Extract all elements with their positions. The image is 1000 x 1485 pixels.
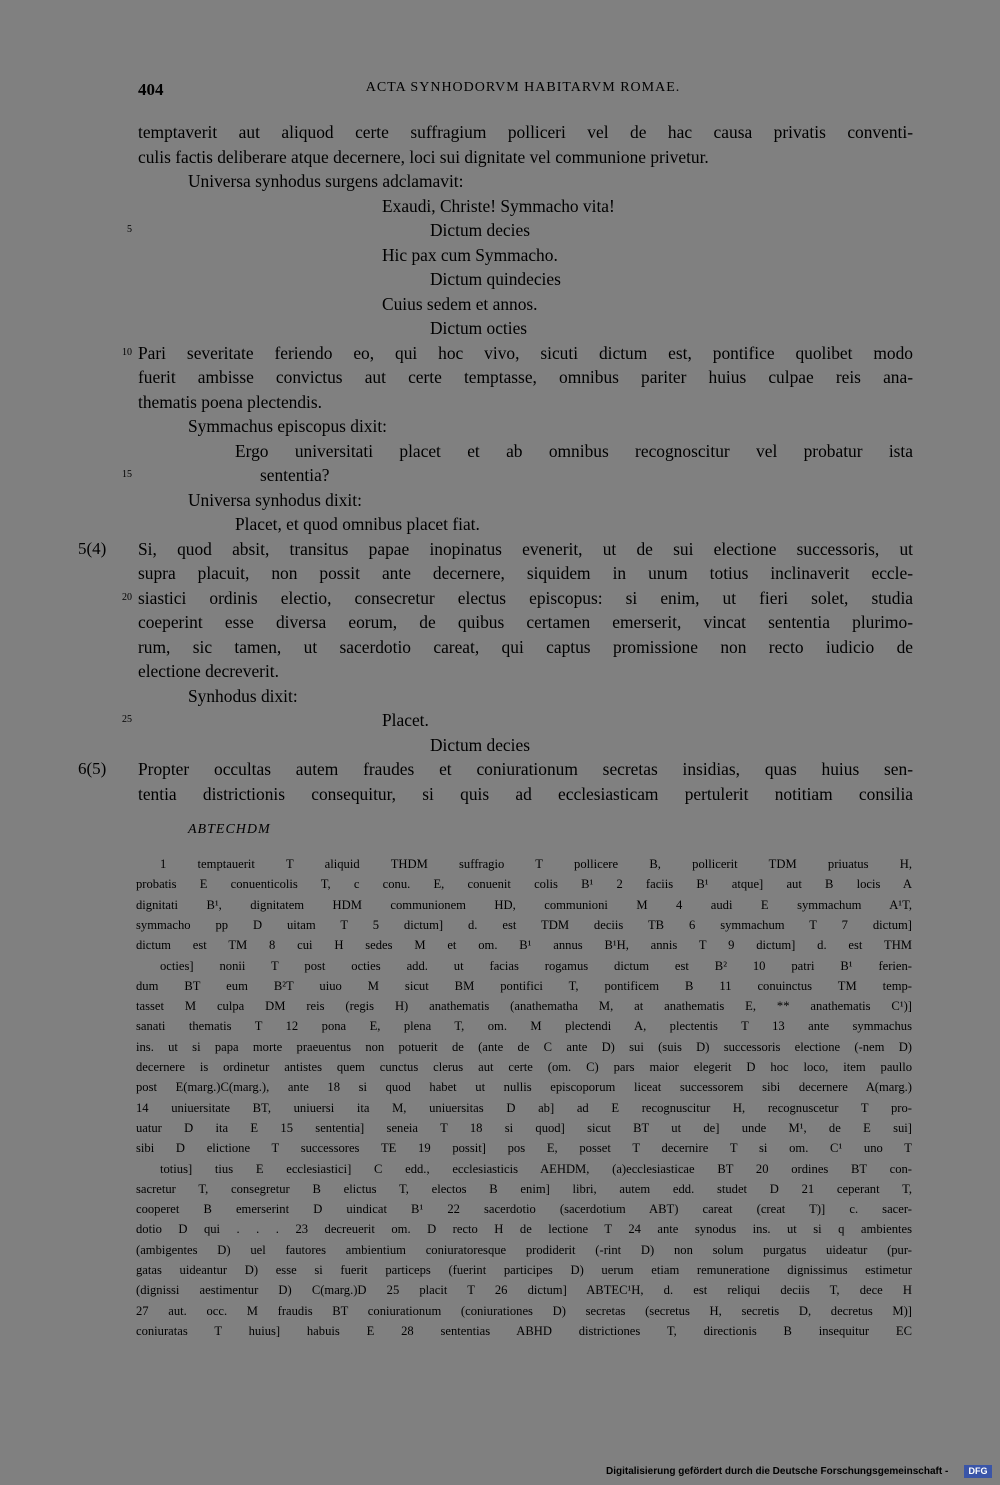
line-number: 15 [122, 469, 132, 480]
text-line: coeperint esse diversa eorum, de quibus certamen emerserit, vincat sententia plurimo- [138, 612, 913, 632]
manuscript-sigla: ABTECHDM [188, 822, 271, 837]
apparatus-line: coniuratas T huius] habuis E 28 sententias ABHD districtiones T, directionis B insequitur EC [136, 1323, 912, 1338]
acclamation-line: Dictum octies [430, 318, 528, 338]
text-line: temptaverit aut aliquod certe suffragium polliceri vel de hac causa privatis conventi- [138, 122, 913, 142]
acclamation-line: Dictum decies [430, 220, 530, 240]
apparatus-line: (ambigentes D) uel fautores ambientium coniuratoresque prodiderit (-rint D) non solum purgatus uideatur (pur- [136, 1242, 912, 1257]
section-number: 6(5) [78, 759, 107, 778]
dfg-logo: DFG [964, 1465, 992, 1478]
text-line: Universa synhodus dixit: [188, 489, 362, 510]
acclamation-line: Hic pax cum Symmacho. [382, 244, 558, 265]
line-number: 5 [127, 224, 132, 235]
apparatus-line: sibi D elictione T successores TE 19 possit] pos E, posset T decernire T si om. C¹ uno T [136, 1141, 912, 1156]
apparatus-line: 14 uniuersitate BT, uniuersi ita M, uniuersitas D ab] ad E recognuscitur H, recognuscetur T pro- [136, 1100, 912, 1115]
text-line: Propter occultas autem fraudes et coniurationum secretas insidias, quas huius sen- [138, 759, 913, 779]
text-line: tentia districtionis consequitur, si quis ad ecclesiasticam pertulerit notitiam consilia [138, 783, 913, 804]
acclamation-line: Cuius sedem et annos. [382, 293, 538, 314]
digitization-credit: Digitalisierung gefördert durch die Deutsche Forschungsgemeinschaft - [606, 1466, 949, 1477]
apparatus-line: sacretur T, consegretur B elictus T, electos B enim] libri, autem edd. studet D 21 ceperant T, [136, 1181, 912, 1196]
line-number: 10 [122, 346, 132, 358]
line-number: 25 [122, 714, 132, 725]
text-line: supra placuit, non possit ante decernere, siquidem in unum totius inclinaverit eccle- [138, 563, 913, 583]
apparatus-line: dictum est TM 8 cui H sedes M et om. B¹ annus B¹H, annis T 9 dictum] d. est THM [136, 938, 912, 953]
text-line: Placet, et quod omnibus placet fiat. [235, 514, 480, 534]
acclamation-line: Dictum decies [430, 734, 530, 755]
apparatus-line: gatas uideantur D) esse si fuerit particeps (fuerint participes D) uerum etiam remuneratione dignissimus estimetur [136, 1263, 912, 1277]
text-line: sententia? [260, 465, 330, 485]
apparatus-line: (dignissi aestimentur D) C(marg.)D 25 placit T 26 dictum] ABTEC¹H, d. est reliqui deciis T, dece H [136, 1283, 912, 1298]
apparatus-line: cooperet B emerserint D uindicat B¹ 22 sacerdotio (sacerdotium ABT) careat (creat T)] c. sacer- [136, 1202, 912, 1217]
apparatus-line: octies] nonii T post octies add. ut facias rogamus dictum est B² 10 patri B¹ ferien- [160, 958, 912, 973]
acclamation-line: Placet. [382, 710, 429, 730]
apparatus-line: post E(marg.)C(marg.), ante 18 si quod habet ut nullis episcoporum liceat successorem sibi decernere A(marg.) [136, 1080, 912, 1095]
apparatus-line: sanati thematis T 12 pona E, plena T, om. M plectendi A, plectentis T 13 ante symmachus [136, 1019, 912, 1034]
apparatus-line: dum BT eum B²T uiuo M sicut BM pontifici T, pontificem B 11 conuinctus TM temp- [136, 978, 912, 993]
apparatus-line: dotio D qui . . . 23 decreuerit om. D recto H de lectione T 24 ante synodus ins. ut si q ambientes [136, 1222, 912, 1237]
acclamation-line: Exaudi, Christe! Symmacho vita! [382, 195, 615, 216]
text-line: Synhodus dixit: [188, 685, 298, 706]
apparatus-line: tasset M culpa DM reis (regis H) anathematis (anathematha M, at anathematis E, ** anathematis C¹)] [136, 999, 912, 1014]
text-line: Ergo universitati placet et ab omnibus recognoscitur vel probatur ista [235, 440, 913, 461]
apparatus-line: 1 temptauerit T aliquid THDM suffragio T pollicere B, pollicerit TDM priuatus H, [160, 857, 912, 871]
apparatus-line: dignitati B¹, dignitatem HDM communionem HD, communioni M 4 audi E symmachum A¹T, [136, 897, 912, 912]
text-line: Universa synhodus surgens adclamavit: [188, 171, 464, 191]
apparatus-line: totius] tius E ecclesiastici] C edd., ecclesiasticis AEHDM, (a)ecclesiasticae BT 20 ordines BT con- [160, 1161, 912, 1176]
acclamation-line: Dictum quindecies [430, 269, 561, 289]
section-number: 5(4) [78, 538, 107, 558]
page-number: 404 [138, 80, 164, 99]
text-line: fuerit ambisse convictus aut certe temptasse, omnibus pariter huius culpae reis ana- [138, 367, 913, 387]
apparatus-line: probatis E conuenticolis T, c conu. E, conuenit colis B¹ 2 faciis B¹ atque] aut B locis A [136, 877, 912, 892]
running-title: ACTA SYNHODORVM HABITARVM ROMAE. [365, 80, 681, 95]
apparatus-line: decernere is ordinetur antistes quem cunctus clerus aut certe (om. C) pars maior elegerit D hoc loco, item paullo [136, 1060, 912, 1074]
apparatus-line: ins. ut si papa morte praeuentus non potuerit de (ante de C ante D) sui (suis D) successoris electione (-nem D) [136, 1039, 912, 1054]
text-line: siastici ordinis electio, consecretur electus episcopus: si enim, ut fieri solet, studia [138, 587, 913, 608]
apparatus-line: 27 aut. occ. M fraudis BT coniurationum (coniurationes D) secretas (secretus H, secretis D, decretus M)] [136, 1303, 912, 1318]
text-line: Symmachus episcopus dixit: [188, 416, 388, 436]
apparatus-line: uatur D ita E 15 sententia] seneia T 18 si quod] sicut BT ut de] unde M¹, de E sui] [136, 1120, 912, 1135]
text-line: culis factis deliberare atque decernere, loci sui dignitate vel communione privetur. [138, 146, 709, 167]
page-header [138, 80, 908, 104]
text-line: Si, quod absit, transitus papae inopinatus evenerit, ut de sui electione successoris, ut [138, 538, 913, 559]
text-line: rum, sic tamen, ut sacerdotio careat, qui captus promissione non recto iudicio de [138, 636, 913, 657]
text-line: thematis poena plectendis. [138, 391, 322, 412]
text-line: Pari severitate feriendo eo, qui hoc vivo, sicuti dictum est, pontifice quolibet modo [138, 342, 913, 363]
text-line: electione decreverit. [138, 661, 279, 681]
line-number: 20 [122, 591, 132, 603]
apparatus-line: symmacho pp D uitam T 5 dictum] d. est TDM deciis TB 6 symmachum T 7 dictum] [136, 917, 912, 932]
